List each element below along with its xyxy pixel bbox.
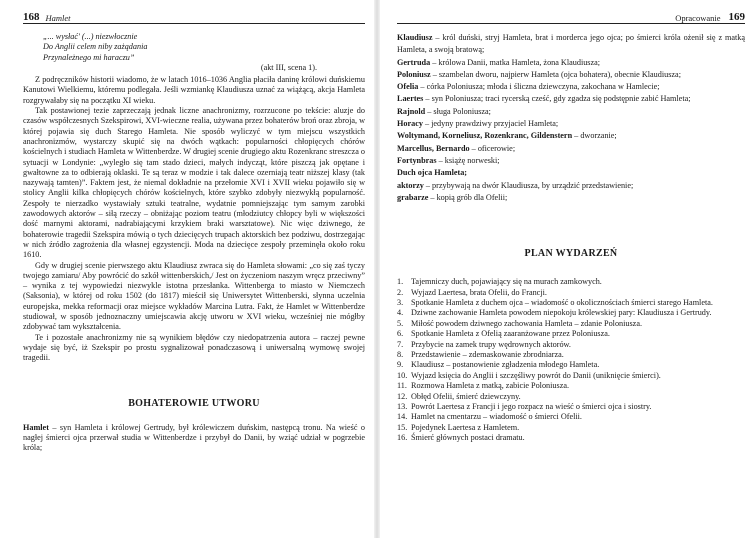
list-item [397, 381, 745, 391]
event-number: 14. [397, 412, 408, 422]
event-text: Tajemniczy duch, pojawiający się na murach zamkowych. [411, 277, 602, 287]
list-item [397, 433, 745, 443]
character-name: aktorzy [397, 180, 424, 190]
event-text: Spotkanie Hamleta z Ofelią zaaranżowane przez Poloniusza. [411, 329, 610, 339]
event-number: 11. [397, 381, 407, 391]
quote-block [43, 32, 365, 63]
event-text: Spotkanie Hamleta z duchem ojca – wiadomość o okolicznościach śmierci starego Hamleta. [411, 297, 713, 307]
character-entry [397, 93, 745, 105]
event-text: Rozmowa Hamleta z matką, zabicie Poloniusza. [411, 381, 570, 391]
event-number: 3. [397, 297, 404, 307]
character-name: grabarze [397, 192, 429, 202]
list-item [397, 392, 745, 402]
list-item [397, 308, 745, 318]
character-description: – dworzanie; [572, 131, 617, 141]
paragraph: Z podręczników historii wiadomo, że w latach 1016–1036 Anglia płaciła daninę królowi duńskiemu Kanutowi Wielkiemu, któremu podlegała. Jeśli wzmiankę Klaudiusza uznać za wiążącą, akcja Hamleta rozgrywałaby się na początku XI wieku. [23, 75, 365, 105]
event-number: 6. [397, 329, 404, 339]
character-description: – przybywają na dwór Klaudiusza, by urządzić przedstawienie; [423, 180, 634, 190]
left-page [0, 0, 377, 538]
character-description: – król duński, stryj Hamleta, brat i morderca jego ojca; po śmierci króla ożenił się z matką Hamleta, a swoją bratową; [397, 33, 745, 55]
event-text: Klaudiusz – postanowienie zgładzenia młodego Hamleta. [411, 360, 600, 370]
event-text: Dziwne zachowanie Hamleta powodem niepokoju królewskiej pary: Klaudiusza i Gertrudy. [411, 308, 712, 318]
list-item [397, 329, 745, 339]
character-name: Rajnold [397, 106, 426, 116]
event-number: 9. [397, 360, 404, 370]
event-text: Przybycie na zamek trupy wędrownych aktorów. [411, 339, 571, 349]
character-description: – książę norweski; [436, 155, 500, 165]
character-description: – syn Poloniusza; traci rycerską cześć, gdy zgadza się podstępnie zabić Hamleta; [423, 94, 691, 104]
character-description: – kopią grób dla Ofelii; [428, 192, 508, 202]
character-entry [397, 167, 745, 179]
character-description: – sługa Poloniusza; [425, 106, 491, 116]
character-entry [397, 32, 745, 57]
character-entry [397, 106, 745, 118]
event-text: Wyjazd Laertesa, brata Ofelii, do Francji. [411, 287, 547, 297]
character-name: Hamlet [23, 422, 49, 432]
character-entry [397, 57, 745, 69]
page-number: 168 [23, 11, 40, 23]
paragraph: Tak postawionej tezie zaprzeczają jednak liczne anachronizmy, rozrzucone po tekście: aluzje do czasów współczesnych Szekspirowi, XVI-wieczne realia, używana przez bohaterów broń oraz zbroja, w której pojawia się duch Starego Hamleta. Nie sposób wyliczyć w tym miejscu wszystkich anachronizmów, wystarczy skupić się na dwóch wątkach: popularności chłopięcych chórów kościelnych i studiach Hamleta w Wittenberdze. W drugiej scenie drugiego aktu Rozenkranc streszcza o sytuacji w Londynie: „wyległo się tam stado dzieci, małych indycząt, które piszczą jak opętane i gwałtowne za to odbierają oklaski. Te są teraz w modzie i tak dalece ozerniają teatr niższej klasy (tak nazywają tamten)”. Faktem jest, że niemal dokładnie na przełomie XVI i XVII wieku pojawiło się w stolicy Anglii kilka chłopięcych chórów kościelnych, które szybko zdobyły niezwykłą popularność. Zespoły te nierzadko wystawiały sztuki teatralne, wydatnie pomniejszając tym samym zarobki zawodowych aktorów – siłą rzeczy – obniżając poziom teatru (młodziutcy chłopcy byli w większości dość marnymi aktorami, nadrabiającymi krzykiem braki warsztatowe). Nic więc dziwnego, że bohaterowie tragedii Szekspira mówią o tych dziecięcych trupach aktorskich bez podziwu, dostrzegając w nich źródło zagrożenia dla własnej egzystencji. Moda na dziecięce zespoły przeminęła około roku 1610. [23, 106, 365, 260]
list-item [397, 360, 745, 370]
event-number: 15. [397, 422, 408, 432]
list-item [397, 288, 745, 298]
list-item [397, 319, 745, 329]
section-heading: PLAN WYDARZEŃ [524, 248, 618, 260]
event-number: 1. [397, 277, 404, 287]
list-item [397, 423, 745, 433]
character-description: – szambelan dworu, najpierw Hamleta (ojca bohatera), obecnie Klaudiusza; [430, 69, 681, 79]
character-entry [397, 155, 745, 167]
character-name: Gertruda [397, 57, 431, 67]
character-entry [397, 192, 745, 204]
event-text: Przedstawienie – zdemaskowanie zbrodniarza. [411, 350, 564, 359]
page-number: 169 [728, 11, 745, 23]
event-list [397, 277, 745, 444]
quote-line: Do Anglii celem niby zażądania [43, 42, 148, 52]
right-page-header [397, 9, 745, 24]
event-number: 7. [397, 339, 404, 349]
event-text: Śmierć głównych postaci dramatu. [411, 433, 525, 443]
character-entry [397, 118, 745, 130]
list-item [397, 402, 745, 412]
event-text: Obłęd Ofelii, śmierć dziewczyny. [411, 391, 521, 401]
event-text: Wyjazd księcia do Anglii i szczęśliwy powrót do Danii (uniknięcie śmierci). [411, 370, 661, 380]
character-name: Woltymand, Korneliusz, Rozenkranc, Gildenstern [397, 131, 573, 141]
list-item [397, 371, 745, 381]
character-name: Ofelia [397, 82, 419, 92]
character-entry [397, 69, 745, 81]
event-number: 8. [397, 350, 404, 359]
character-list [397, 32, 745, 204]
character-name: Duch ojca Hamleta; [397, 168, 468, 178]
event-text: Hamlet na cmentarzu – wiadomość o śmierci Ofelii. [411, 412, 582, 422]
section-heading: BOHATEROWIE UTWORU [128, 397, 260, 409]
list-item [397, 340, 745, 350]
event-number: 13. [397, 402, 408, 412]
character-description: – córka Poloniusza; młoda i śliczna dziewczyna, zakochana w Hamlecie; [418, 82, 660, 92]
event-text: Pojedynek Laertesa z Hamletem. [411, 422, 520, 432]
character-name: Fortynbras [397, 155, 437, 165]
character-description: – oficerowie; [469, 143, 516, 153]
character-entry [397, 130, 745, 142]
event-text: Miłość powodem dziwnego zachowania Hamleta – zdanie Poloniusza. [411, 318, 643, 328]
character-entry [397, 180, 745, 192]
event-number: 12. [397, 391, 408, 401]
quote-line: Przynależnego mi haraczu” [43, 52, 135, 62]
character-description: – królowa Danii, matka Hamleta, żona Klaudiusza; [430, 57, 601, 67]
character-name: Klaudiusz [397, 33, 433, 42]
running-title: Hamlet [45, 13, 71, 23]
list-item [397, 350, 745, 360]
character-name: Poloniusz [397, 69, 431, 79]
character-name: Horacy [397, 119, 423, 129]
quote-source: (akt III, scena 1). [260, 62, 317, 72]
character-description: – jedyny prawdziwy przyjaciel Hamleta; [422, 119, 559, 129]
character-entry [397, 143, 745, 155]
running-title: Opracowanie [675, 13, 721, 23]
paragraph: Gdy w drugiej scenie pierwszego aktu Klaudiusz zwraca się do Hamleta słowami: „co się zaś tyczy twojego zamiaru/ Aby powrócić do szkół wittenberskich,/ Jest on życzeniom naszym wręcz przeciwny” – wynika z tej wypowiedzi niezwykle istotna przesłanka. Wittenberga to miasto w Niemczech (Saksonia), w której od roku 1502 (do 1817) mieścił się Uniwersytet Wittenberski, słynna uczelnia europejska, mekka reformacji oraz miejsce wykładów Marcina Lutra. Fakt, że Hamlet w Wittenberdze studiował, w sposób jednoznaczny umiejscawia akcję utworu w XVI wieku, wcześniej nie mógłby zdobywać tam wykształcenia. [23, 260, 365, 332]
paragraph: Te i pozostałe anachronizmy nie są wynikiem błędów czy niedopatrzenia autora – raczej pewne wydaje się być, iż Szekspir po prostu sygnalizował ponadczasową i uniwersalną wymowę swojej tragedii. [23, 332, 365, 363]
event-number: 10. [397, 370, 408, 380]
event-number: 4. [397, 308, 404, 318]
event-number: 2. [397, 287, 404, 297]
event-text: Powrót Laertesa z Francji i jego rozpacz na wieść o śmierci ojca i siostry. [411, 402, 652, 412]
character-entry [397, 81, 745, 93]
event-number: 5. [397, 318, 404, 328]
character-name: Marcellus, Bernardo [397, 143, 470, 153]
right-page [377, 0, 755, 538]
list-item [397, 412, 745, 422]
character-description: – syn Hamleta i królowej Gertrudy, był królewiczem duńskim, następcą tronu. Na wieść o nagłej śmierci ojca przerwał studia w Wittenberdze i przybył do Danii, by wziąć udział w pogrzebie króla; [23, 422, 365, 453]
list-item [397, 298, 745, 308]
character-entry [23, 423, 365, 454]
event-number: 16. [397, 433, 408, 443]
list-item [397, 277, 745, 287]
quote-line: „... wysłać' (...) niezwłocznie [43, 32, 138, 41]
character-name: Laertes [397, 94, 424, 104]
left-page-header [23, 9, 365, 24]
